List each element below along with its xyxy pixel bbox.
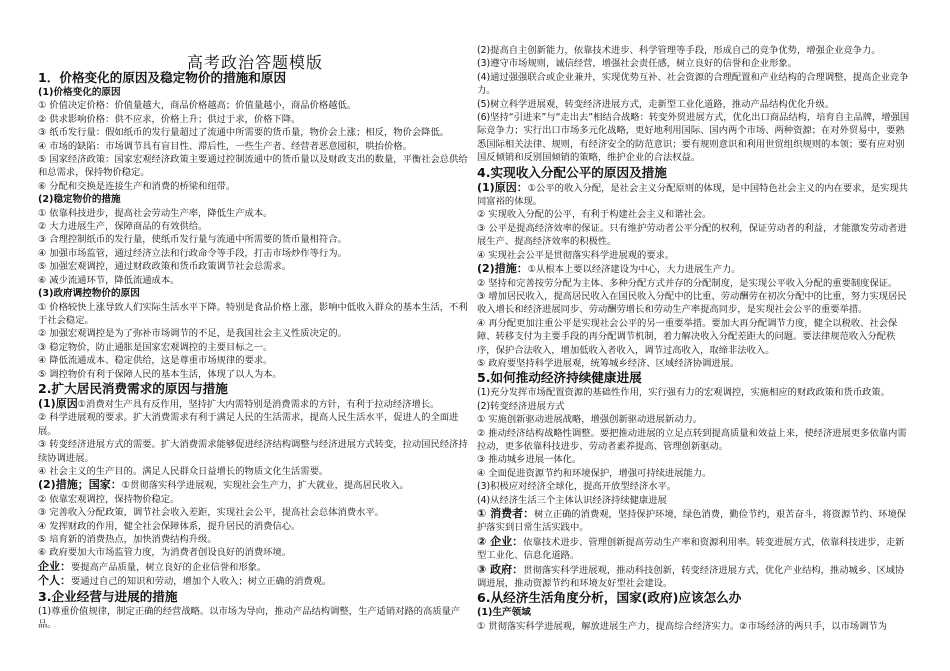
paragraph: ② 科学进展观的要求。扩大消费需求有利于满足人民的生活需求，提高人民生活水平，促进人的全面进展。 bbox=[38, 412, 459, 437]
paragraph: (1)充分发挥市场配置资源的基础性作用，实行强有力的宏观调控，实施相应的财政政策和货币政策。 bbox=[477, 387, 890, 399]
paragraph: ② 实现收入分配的公平，有利于构建社会主义和谐社会。 bbox=[477, 209, 712, 221]
paragraph-text: ①公平的收入分配，是社会主义分配原则的体现，是中国特色社会主义的内在要求，是实现共同富裕的体现。 bbox=[477, 182, 908, 208]
paragraph-lead: 个人： bbox=[38, 574, 71, 588]
paragraph-lead: (2)措施： bbox=[477, 262, 528, 276]
paragraph: ⑤ 政府要坚持科学进展观，统筹城乡经济、区域经济协调进展。 bbox=[477, 357, 740, 369]
paragraph bbox=[477, 563, 913, 591]
left-column bbox=[38, 70, 470, 631]
paragraph: ⑤ 加强宏观调控，通过财政政策和货币政策调节社会总需求。 bbox=[38, 261, 292, 273]
subsection-heading: (2)稳定物价的措施 bbox=[38, 194, 121, 206]
paragraph bbox=[38, 397, 470, 411]
paragraph: (4)通过强强联合或企业兼并，实现优势互补、社会资源的合理配置和产业结构的合理调整，提高企业竞争力。 bbox=[477, 71, 909, 97]
subsection-heading: (1)价格变化的原因 bbox=[38, 87, 121, 98]
paragraph: ⑤ 培育新的消费热点，加快消费结构升级。 bbox=[38, 534, 217, 545]
paragraph: (2)转变经济进展方式 bbox=[477, 400, 565, 412]
paragraph-lead: ① 消费者： bbox=[477, 507, 535, 520]
paragraph: ② 依靠宏观调控，保持物价稳定。 bbox=[38, 493, 180, 505]
paragraph: ⑥ 减少流通环节，降低流通成本。 bbox=[38, 274, 180, 286]
paragraph-lead: 企业： bbox=[38, 559, 71, 573]
paragraph: ② 坚持和完善按劳分配为主体、多种分配方式并存的分配制度，是实现公平收入分配的重要制度保证。 bbox=[477, 277, 898, 289]
paragraph: ③ 完善收入分配政策，调节社会收入差距，实现社会公平，提高社会总体消费水平。 bbox=[38, 507, 384, 519]
section-heading: 2.扩大居民消费需求的原因与措施 bbox=[38, 380, 228, 396]
paragraph: ④ 再分配更加注重公平是实现社会公平的另一重要举措。要加大再分配调节力度，健全以税收、社会保障、转移支付为主要手段的再分配调节机制，着力解决收入分配差距大的问题。要法律规范收入分配秩序，保护合法收入，增加低收入者收入，调节过高收入，取缔非法收入。 bbox=[477, 317, 898, 356]
paragraph: ④ 社会主义的生产目的。满足人民群众日益增长的物质文化生活需要。 bbox=[38, 465, 329, 477]
section-heading: 1．价格变化的原因及稳定物价的措施和原因 bbox=[38, 70, 287, 85]
paragraph-lead: (1)原因 bbox=[38, 396, 78, 410]
paragraph: (6)坚持“引进来”与“走出去”相结合战略：转变外贸进展方式，优化出口商品结构，培育自主品牌，增强国际竞争力；实行出口市场多元化战略，更好地利用国际、国内两个市场、两种资源；在对外贸易中，要熟悉国际相关法律、规则，有经济安全的防范意识；要有规则意识和利用世贸组织规则的本领；要有应对别国反倾销和反别国倾销的策略，维护企业的合法权益。 bbox=[477, 112, 910, 164]
paragraph-text: 树立正确的消费观，坚持保护环境，绿色消费，勤俭节约，艰苦奋斗，将资源节约、环境保护落实到日常生活实践中。 bbox=[477, 509, 907, 534]
paragraph: ④ 全面促进资源节约和环境保护，增强可持续进展能力。 bbox=[477, 467, 712, 479]
right-column bbox=[477, 44, 913, 633]
paragraph: ③ 推动城乡进展一体化。 bbox=[477, 454, 582, 466]
section-heading: 5.如何推动经济持续健康进展 bbox=[477, 370, 642, 386]
paragraph: ⑤ 国家经济政策：国家宏观经济政策主要通过控制流通中的货币量以及财政支出的数量，平衡社会总供给和总需求，保持物价稳定。 bbox=[38, 154, 468, 179]
paragraph: ③ 转变经济进展方式的需要。扩大消费需求能够促进经济结构调整与经济进展方式转变，拉动国民经济持续协调进展。 bbox=[38, 439, 468, 464]
subsection-heading: (1)生产领域 bbox=[477, 607, 531, 619]
paragraph: ③ 合理控制纸币的发行量，使纸币发行量与流通中所需要的货币量相符合。 bbox=[38, 234, 347, 246]
paragraph: ④ 加强市场监管，通过经济立法和行政命令等手段，打击市场炒作等行为。 bbox=[38, 247, 347, 259]
paragraph: ② 大力进展生产，保障商品的有效供给。 bbox=[38, 221, 208, 233]
paragraph bbox=[477, 181, 913, 209]
paragraph-lead: (2)措施；国家： bbox=[38, 478, 122, 492]
paragraph: (3)遵守市场规则，诚信经营，增强社会责任感，树立良好的信誉和企业形象。 bbox=[477, 58, 797, 70]
paragraph: ① 实施创新驱动进展战略，增强创新驱动进展新动力。 bbox=[477, 414, 703, 426]
paragraph: ② 供求影响价格：供不应求，价格上升；供过于求，价格下降。 bbox=[38, 113, 301, 125]
paragraph: (1)尊重价值规律，制定正确的经营战略。以市场为导向，推动产品结构调整，生产适销对路的高质量产品。 bbox=[38, 605, 461, 631]
paragraph bbox=[38, 560, 470, 574]
paragraph: (4)从经济生活三个主体认识经济持续健康进展 bbox=[477, 494, 667, 506]
paragraph-lead: ③ 政府： bbox=[477, 562, 524, 576]
paragraph-lead: (1)原因： bbox=[477, 180, 528, 194]
paragraph: (2)提高自主创新能力，依靠技术进步、科学管理等手段，形成自己的竞争优势，增强企业竞争力。 bbox=[477, 45, 881, 56]
document-title: 高考政治答题模版 bbox=[186, 53, 323, 72]
paragraph: ④ 实现社会公平是贯彻落实科学进展观的要求。 bbox=[477, 249, 675, 261]
paragraph bbox=[477, 535, 913, 563]
paragraph: ④ 市场的缺陷：市场调节具有盲目性、滞后性，一些生产者、经营者恶意囤积，哄抬价格。 bbox=[38, 140, 412, 152]
paragraph-text: ①从根本上要以经济建设为中心，大力进展生产力。 bbox=[527, 264, 741, 276]
paragraph: ② 加强宏观调控是为了弥补市场调节的不足，是我国社会主义性质决定的。 bbox=[38, 328, 347, 340]
paragraph-text: ①消费对生产具有反作用，坚持扩大内需特别是消费需求的方针，有利于拉动经济增长。 bbox=[77, 398, 440, 410]
paragraph bbox=[38, 574, 470, 588]
paragraph: ③ 纸币发行量：假如纸币的发行量超过了流通中所需要的货币量，物价会上涨；相反，物价会降低。 bbox=[38, 127, 450, 139]
paragraph-text: ①贯彻落实科学进展观，实现社会生产力，扩大就业，提高居民收入。 bbox=[121, 480, 409, 492]
paragraph-text: 要通过自己的知识和劳动，增加个人收入；树立正确的消费观。 bbox=[71, 576, 332, 588]
paragraph: ⑥ 分配和交换是连接生产和消费的桥梁和纽带。 bbox=[38, 180, 236, 192]
paragraph bbox=[477, 262, 913, 276]
section-heading: 4.实现收入分配公平的原因及措施 bbox=[477, 164, 667, 180]
paragraph: ④ 降低流通成本、稳定供给，这是尊重市场规律的要求。 bbox=[38, 355, 273, 367]
subsection-heading: (3)政府调控物价的原因 bbox=[38, 288, 140, 300]
paragraph-text: 要提高产品质量，树立良好的企业信誉和形象。 bbox=[71, 561, 267, 573]
paragraph: ② 推动经济结构战略性调整。要把推动进展的立足点转到提高质量和效益上来，使经济进展更多依靠内需拉动，更多依靠科技进步、劳动者素养提高、管理创新驱动。 bbox=[477, 427, 907, 452]
section-heading: 6.从经济生活角度分析，国家(政府)应该怎么办 bbox=[477, 590, 742, 606]
paragraph-lead: ② 企业： bbox=[477, 534, 524, 548]
paragraph: ① 价值决定价格：价值量越大，商品价格越高；价值量越小，商品价格越低。 bbox=[38, 100, 357, 112]
paragraph: ① 依靠科技进步，提高社会劳动生产率，降低生产成本。 bbox=[38, 207, 273, 219]
section-heading: 3.企业经营与进展的措施 bbox=[38, 588, 178, 604]
paragraph: ③ 增加居民收入，提高居民收入在国民收入分配中的比重、劳动酬劳在初次分配中的比重，努力实现居民收入增长和经济进展同步、劳动酬劳增长和劳动生产率提高同步，是实现社会公平的重要举措。 bbox=[477, 290, 907, 316]
paragraph: (3)积极应对经济全球化，提高开放型经济水平。 bbox=[477, 481, 677, 493]
paragraph: ⑥ 政府要加大市场监管力度，为消费者创设良好的消费环境。 bbox=[38, 547, 292, 559]
paragraph: (5)树立科学进展观，转变经济进展方式，走新型工业化道路，推动产品结构优化升级。 bbox=[477, 98, 835, 110]
paragraph bbox=[38, 478, 470, 492]
paragraph: ⑤ 调控物价有利于保障人民的基本生活，体现了以人为本。 bbox=[38, 368, 282, 380]
paragraph: ④ 发挥财政的作用，健全社会保障体系，提升居民的消费信心。 bbox=[38, 520, 301, 532]
paragraph: ③ 公平是提高经济效率的保证。只有维护劳动者公平分配的权利，保证劳动者的利益，才能激发劳动者进展生产、提高经济效率的积极性。 bbox=[477, 222, 907, 248]
paragraph: ③ 稳定物价，防止通胀是国家宏观调控的主要目标之一。 bbox=[38, 341, 273, 353]
paragraph: ① 价格较快上涨导致人们实际生活水平下降。特别是食品价格上涨，影响中低收入群众的基本生活，不利于社会稳定。 bbox=[38, 301, 468, 326]
paragraph-text: 贯彻落实科学进展观，推动科技创新，转变经济进展方式，优化产业结构，推动城乡、区域协调进展，推动资源节约和环境友好型社会建设。 bbox=[477, 564, 905, 590]
paragraph: ① 贯彻落实科学进展观，解放进展生产力，提高综合经济实力。②市场经济的两只手，以市场调节为 bbox=[477, 620, 888, 632]
paragraph bbox=[477, 507, 913, 535]
paragraph-text: 依靠技术进步、管理创新提高劳动生产率和资源利用率。转变进展方式，依靠科技进步，走新型工业化、信息化道路。 bbox=[477, 536, 905, 562]
